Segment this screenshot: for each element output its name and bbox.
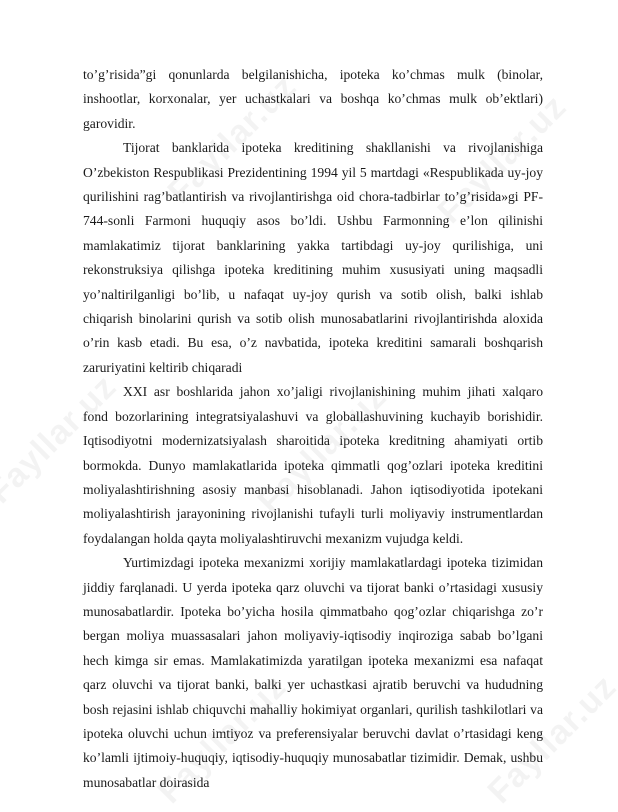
paragraph: XXI asr boshlarida jahon xo’jaligi rivojlanishining muhim jihati xalqaro fond bozorlarining integratsiyalashuvi va globallashuvining kuchayib borishidir. Iqtisodiyotni modernizatsiyalash sharoitida ipoteka kreditning ahamiyati ortib bormokda. Dunyo mamlakatlarida ipoteka qimmatli qog’ozlari ipoteka kreditini moliyalashtirishning asosiy manbasi hisoblanadi. Jahon iqtisodiyotida ipotekani moliyalashtirish jarayonining rivojlanishi tufayli turli moliyaviy instrumentlardan foydalangan holda qayta moliyalashtiruvchi mexanizm vujudga keldi.	[83, 384, 543, 546]
body-text	[83, 63, 543, 795]
paragraph: to’g’risida”gi qonunlarda belgilanishicha, ipoteka ko’chmas mulk (binolar, inshootlar, korxonalar, yer uchastkalari va boshqa ko’chmas mulk ob’ektlari) garovidir.	[83, 67, 543, 131]
paragraph: Yurtimizdagi ipoteka mexanizmi xorijiy mamlakatlardagi ipoteka tizimidan jiddiy farqlanadi. U yerda ipoteka qarz oluvchi va tijorat banki o’rtasidagi xususiy munosabatlardir. Ipoteka bo’yicha hosila qimmatbaho qog’ozlar chiqarishga zo’r bergan moliya muassasalari jahon moliyaviy-iqtisodiy inqiroziga sabab bo’lgani hech kimga sir emas. Mamlakatimizda yaratilgan ipoteka mexanizmi esa nafaqat qarz oluvchi va tijorat banki, balki yer uchastkasi ajratib beruvchi va hududning bosh rejasini ishlab chiquvchi mahalliy hokimiyat organlari, qurilish tashkilotlari va ipoteka oluvchi uchun imtiyoz va preferensiyalar beruvchi davlat o’rtasidagi keng ko’lamli ijtimoiy-huquqiy, iqtisodiy-huquqiy munosabatlar tizimidir. Demak, ushbu munosabatlar doirasida	[83, 555, 543, 790]
paragraph: Tijorat banklarida ipoteka kreditining shakllanishi va rivojlanishiga O’zbekiston Respublikasi Prezidentining 1994 yil 5 martdagi «Respublikada uy-joy qurilishini rag’batlantirish va rivojlantirishga oid chora-tadbirlar to’g’risida»gi PF-744-sonli Farmoni huquqiy asos bo’ldi. Ushbu Farmonning e’lon qilinishi mamlakatimiz tijorat banklarining yakka tartibdagi uy-joy qurilishiga, uni rekonstruksiya qilishga ipoteka kreditining muhim xususiyati uning maqsadli yo’naltirilganligi bo’lib, u nafaqat uy-joy qurish va sotib olish, balki ishlab chiqarish binolarini qurish va sotib olish munosabatlarini rivojlantirishda aloxida o’rin kasb etadi. Bu esa, o’z navbatida, ipoteka kreditini samarali boshqarish zaruriyatini keltirib chiqaradi	[83, 140, 543, 375]
